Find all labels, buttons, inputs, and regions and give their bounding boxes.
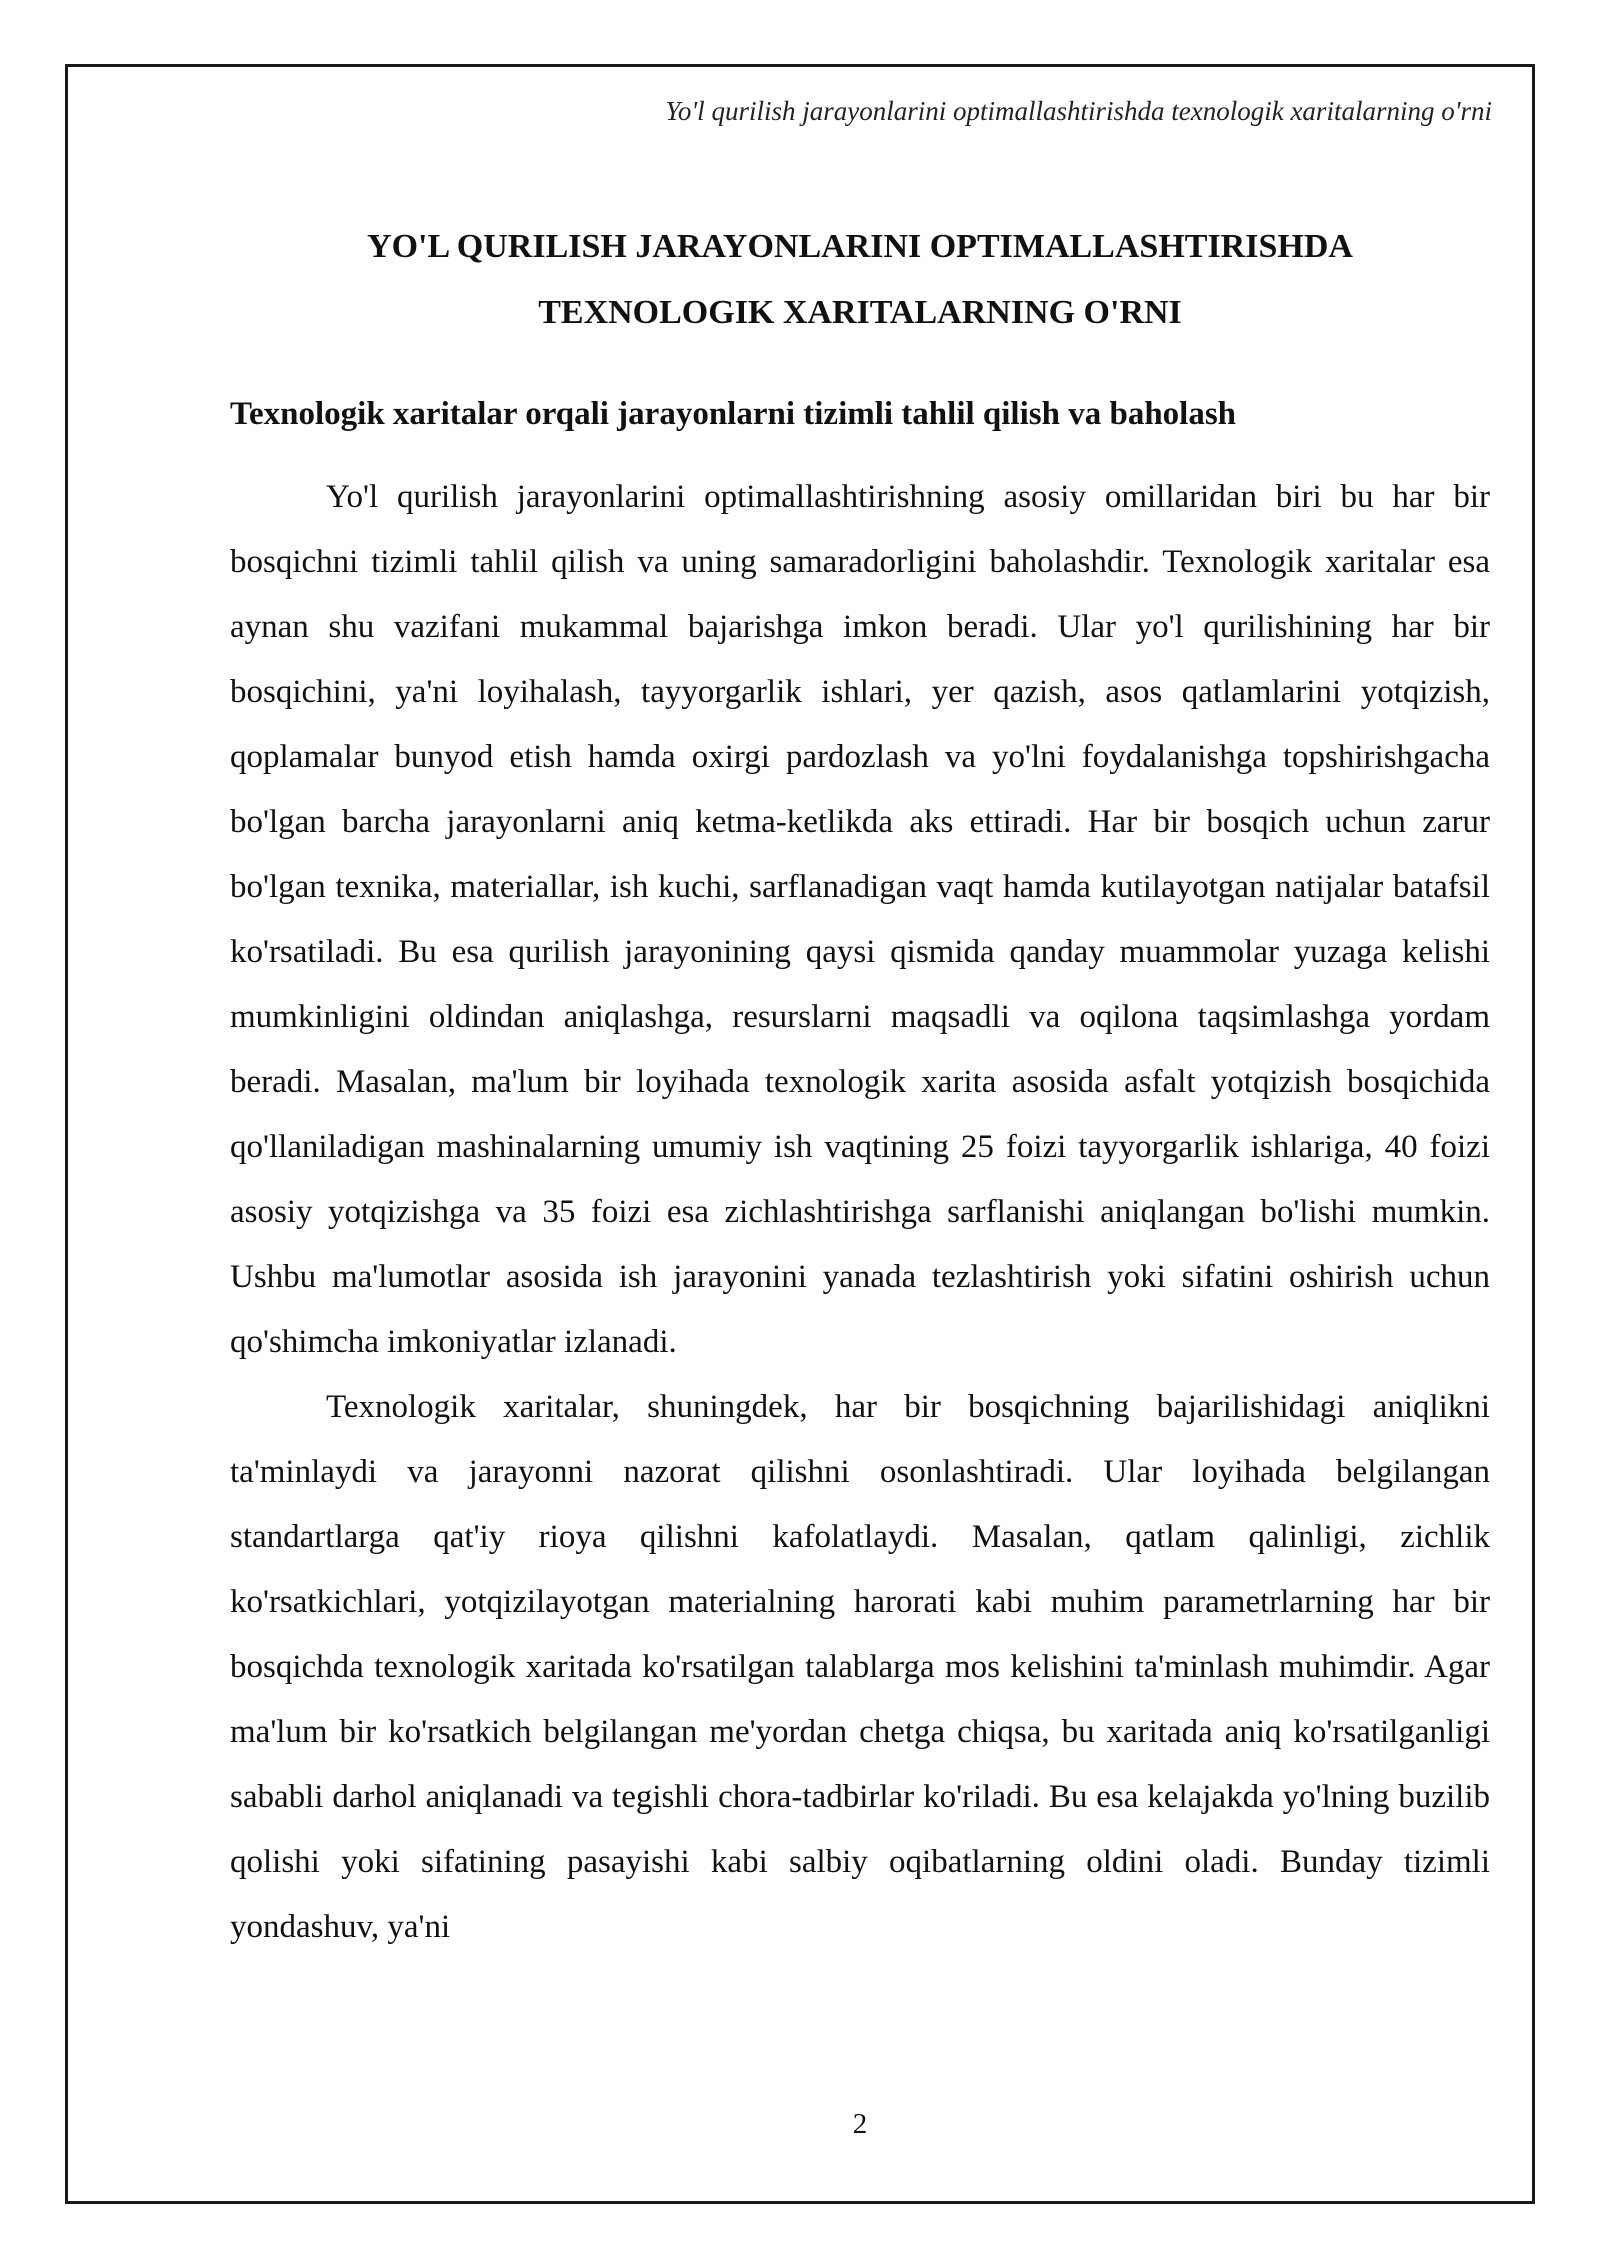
running-header: Yo'l qurilish jarayonlarini optimallashtirishda texnologik xaritalarning o'rni [665, 96, 1492, 126]
document-title [230, 214, 1490, 346]
page-number: 2 [852, 2108, 868, 2140]
paragraph-1: Yo'l qurilish jarayonlarini optimallashtirishning asosiy omillaridan biri bu har bir bosqichni tizimli tahlil qilish va uning samaradorligini baholashdir. Texnologik xaritalar esa aynan shu vazifani mukammal bajarishga imkon beradi. Ular yo'l qurilishining har bir bosqichini, ya'ni loyihalash, tayyorgarlik ishlari, yer qazish, asos qatlamlarini yotqizish, qoplamalar bunyod etish hamda oxirgi pardozlash va yo'lni foydalanishga topshirishgacha bo'lgan barcha jarayonlarni aniq ketma-ketlikda aks ettiradi. Har bir bosqich uchun zarur bo'lgan texnika, materiallar, ish kuchi, sarflanadigan vaqt hamda kutilayotgan natijalar batafsil ko'rsatiladi. Bu esa qurilish jarayonining qaysi qismida qanday muammolar yuzaga kelishi mumkinligini oldindan aniqlashga, resurslarni maqsadli va oqilona taqsimlashga yordam beradi. Masalan, ma'lum bir loyihada texnologik xarita asosida asfalt yotqizish bosqichida qo'llaniladigan mashinalarning umumiy ish vaqtining 25 foizi tayyorgarlik ishlariga, 40 foizi asosiy yotqizishga va 35 foizi esa zichlashtirishga sarflanishi aniqlangan bo'lishi mumkin. Ushbu ma'lumotlar asosida ish jarayonini yanada tezlashtirish yoki sifatini oshirish uchun qo'shimcha imkoniyatlar izlanadi. [230, 479, 1490, 1360]
document-title-line-1: YO'L QURILISH JARAYONLARINI OPTIMALLASHTIRISHDA [367, 228, 1353, 265]
document-title-line-2: TEXNOLOGIK XARITALARNING O'RNI [538, 294, 1182, 331]
section-heading: Texnologik xaritalar orqali jarayonlarni tizimli tahlil qilish va baholash [230, 396, 1237, 432]
body-text [230, 465, 1490, 1960]
paragraph-2: Texnologik xaritalar, shuningdek, har bir bosqichning bajarilishidagi aniqlikni ta'minlaydi va jarayonni nazorat qilishni osonlashtiradi. Ular loyihada belgilangan standartlarga qat'iy rioya qilishni kafolatlaydi. Masalan, qatlam qalinligi, zichlik ko'rsatkichlari, yotqizilayotgan materialning harorati kabi muhim parametrlarning har bir bosqichda texnologik xaritada ko'rsatilgan talablarga mos kelishini ta'minlash muhimdir. Agar ma'lum bir ko'rsatkich belgilangan me'yordan chetga chiqsa, bu xaritada aniq ko'rsatilganligi sababli darhol aniqlanadi va tegishli chora-tadbirlar ko'riladi. Bu esa kelajakda yo'lning buzilib qolishi yoki sifatining pasayishi kabi salbiy oqibatlarning oldini oladi. Bunday tizimli yondashuv, ya'ni [230, 1389, 1490, 1945]
